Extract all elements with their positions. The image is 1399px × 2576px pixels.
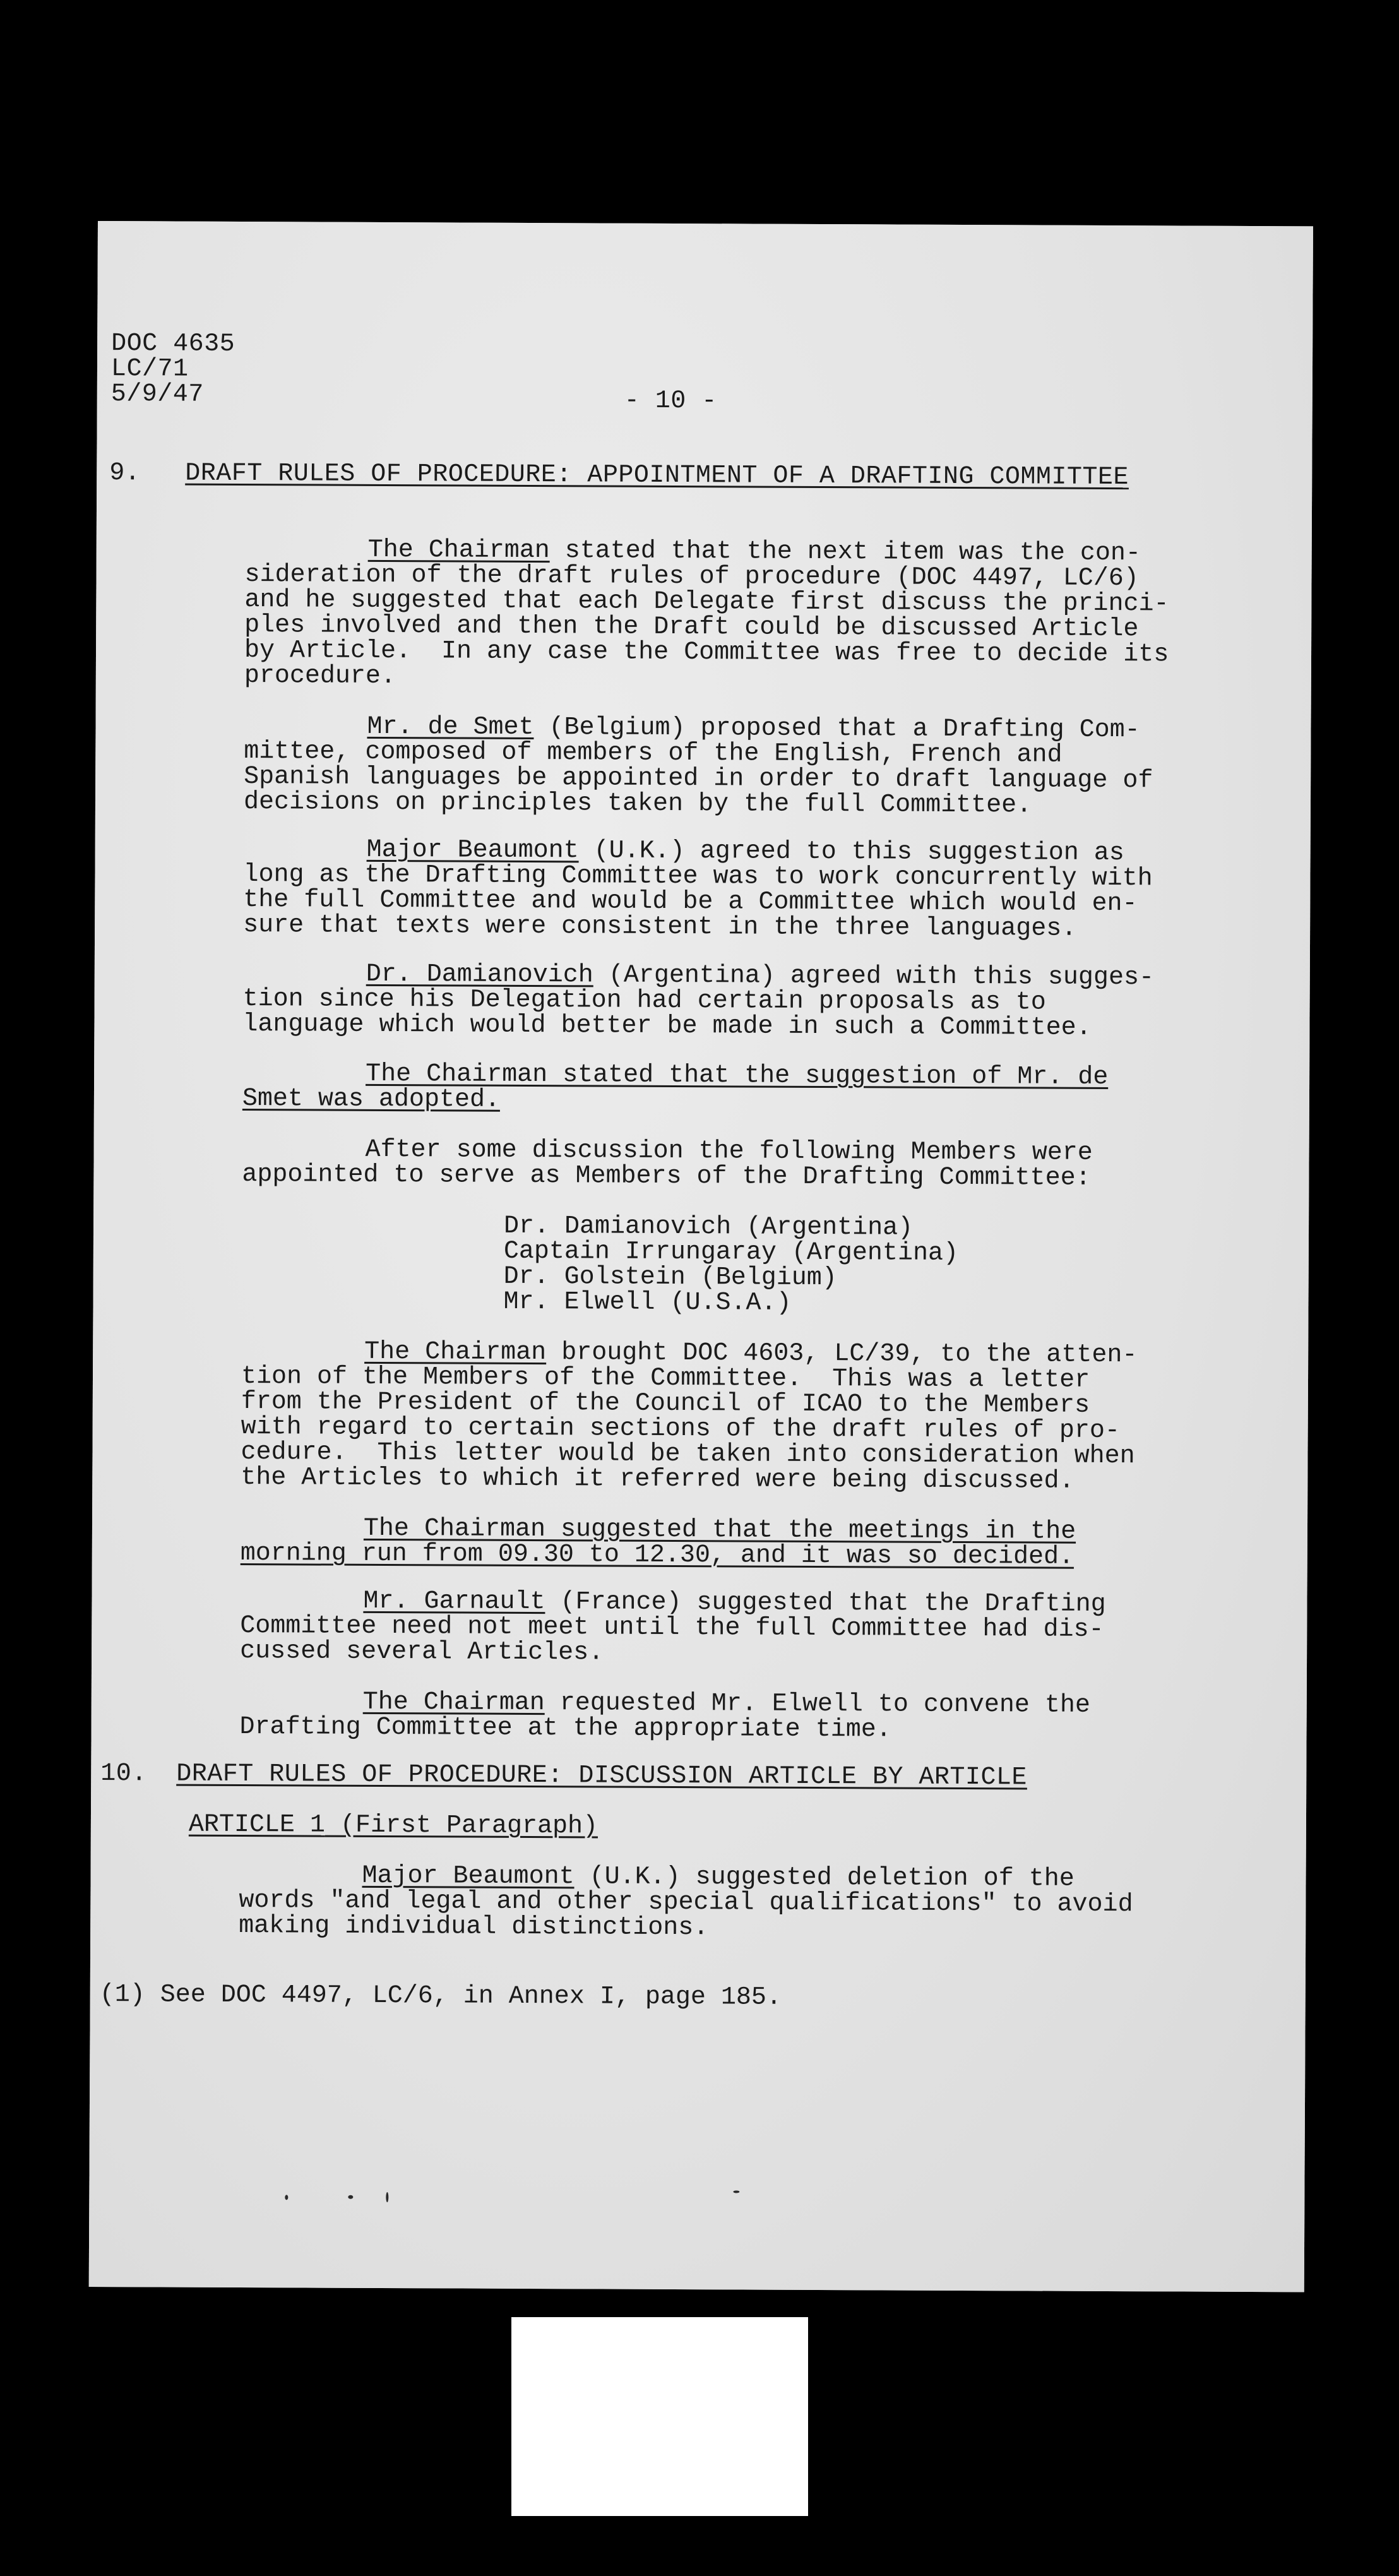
speaker-name: Major Beaumont [362,1861,574,1892]
paragraph-11-line-2: words "and legal and other special qualifications" to avoid [239,1887,1133,1919]
member-item: Captain Irrungaray (Argentina) [503,1237,959,1268]
paragraph-2-line-4: decisions on principles taken by the full Committee. [243,788,1032,820]
speck-mark [386,2192,388,2202]
speck-mark [348,2195,353,2199]
speaker-name: The Chairman [362,1688,545,1718]
paragraph-2-line-3: Spanish languages be appointed in order to draft language of [244,763,1153,796]
paragraph-2-line-1: Mr. de Smet (Belgium) proposed that a Drafting Com- [367,712,1140,745]
speaker-name: Dr. Damianovich [366,960,593,990]
doc-ref-number: DOC 4635 [111,330,235,359]
paragraph-7-line-5: cedure. This letter would be taken into consideration when [241,1438,1135,1471]
paragraph-3-line-1: Major Beaumont (U.K.) agreed to this suggestion as [366,835,1124,868]
footnote: (1) See DOC 4497, LC/6, in Annex I, page 185. [99,1981,782,2012]
paragraph-9-line-2: Committee need not meet until the full Committee had dis- [240,1612,1104,1644]
paragraph-7-line-2: tion of the Members of the Committee. This was a letter [241,1363,1090,1395]
paragraph-1-line-3: and he suggested that each Delegate first discuss the princi- [244,586,1169,619]
paragraph-4-line-2: tion since his Delegation had certain proposals as to [242,985,1046,1017]
paragraph-10-line-2: Drafting Committee at the appropriate time. [239,1713,891,1744]
article-subtitle: (First Paragraph) [324,1811,598,1841]
speck-mark [733,2190,739,2193]
paragraph-4-line-1: Dr. Damianovich (Argentina) agreed with this sugges- [366,960,1155,993]
paragraph-11-line-1: Major Beaumont (U.K.) suggested deletion of the [362,1861,1075,1893]
member-item: Dr. Damianovich (Argentina) [503,1212,914,1243]
paragraph-4-line-3: language which would better be made in such a Committee. [242,1010,1092,1042]
paragraph-3-line-3: the full Committee and would be a Committee which would en- [243,886,1138,919]
speaker-name: Mr. de Smet [367,712,534,742]
paragraph-1-line-5: by Article. In any case the Committee was free to decide its [244,636,1169,669]
page-number: - 10 - [624,386,717,416]
paragraph-5-line-2: Smet was adopted. [242,1085,501,1114]
doc-ref-lc: LC/71 [110,355,189,384]
document-page [89,221,1313,2292]
paragraph-7-line-1: The Chairman brought DOC 4603, LC/39, to the atten- [364,1337,1138,1370]
paragraph-9-line-1: Mr. Garnault (France) suggested that the Drafting [363,1587,1106,1619]
paragraph-11-line-3: making individual distinctions. [239,1912,709,1943]
paragraph-2-line-2: mittee, composed of members of the English, French and [244,737,1063,770]
speaker-name: Major Beaumont [366,835,579,866]
paragraph-6-line-1: After some discussion the following Members were [365,1135,1093,1167]
calibration-card [511,2317,808,2516]
paragraph-1-line-4: ples involved and then the Draft could be discussed Article [244,611,1139,644]
paragraph-1-line-6: procedure. [244,662,396,691]
member-item: Mr. Elwell (U.S.A.) [503,1287,792,1318]
article-1-heading [188,1810,598,1841]
paragraph-3-line-4: sure that texts were consistent in the three languages. [243,911,1077,943]
paragraph-7-line-3: from the President of the Council of ICAO to the Members [241,1388,1090,1420]
speck-mark [285,2195,288,2200]
section-9-heading: DRAFT RULES OF PROCEDURE: APPOINTMENT OF A DRAFTING COMMITTEE [185,459,1129,492]
paragraph-8-line-2: morning run from 09.30 to 12.30, and it was so decided. [240,1539,1075,1571]
doc-ref-date: 5/9/47 [110,380,204,409]
paragraph-3-line-2: long as the Drafting Committee was to work concurrently with [243,861,1153,893]
paragraph-7-line-4: with regard to certain sections of the draft rules of pro- [241,1413,1120,1446]
section-10-heading: DRAFT RULES OF PROCEDURE: DISCUSSION ARTICLE BY ARTICLE [176,1760,1028,1792]
speaker-name: The Chairman [367,535,550,566]
section-10-number: 10. [100,1760,147,1789]
section-9-number: 9. [109,459,141,488]
paragraph-1-line-1: The Chairman stated that the next item was the con- [367,535,1141,568]
paragraph-7-line-6: the Articles to which it referred were being discussed. [241,1464,1075,1496]
paragraph-6-line-2: appointed to serve as Members of the Drafting Committee: [242,1160,1091,1193]
paragraph-8-line-1: The Chairman suggested that the meetings in the [363,1514,1076,1546]
member-item: Dr. Golstein (Belgium) [503,1262,837,1293]
speaker-name: The Chairman [364,1337,547,1368]
paragraph-1-line-2: sideration of the draft rules of procedure (DOC 4497, LC/6) [244,561,1139,593]
paragraph-10-line-1: The Chairman requested Mr. Elwell to convene the [362,1688,1091,1720]
speaker-name: Mr. Garnault [363,1587,545,1617]
paragraph-9-line-3: cussed several Articles. [240,1637,604,1667]
article-title: ARTICLE 1 [188,1810,326,1840]
paragraph-5-line-1: The Chairman stated that the suggestion of Mr. de [366,1059,1109,1092]
